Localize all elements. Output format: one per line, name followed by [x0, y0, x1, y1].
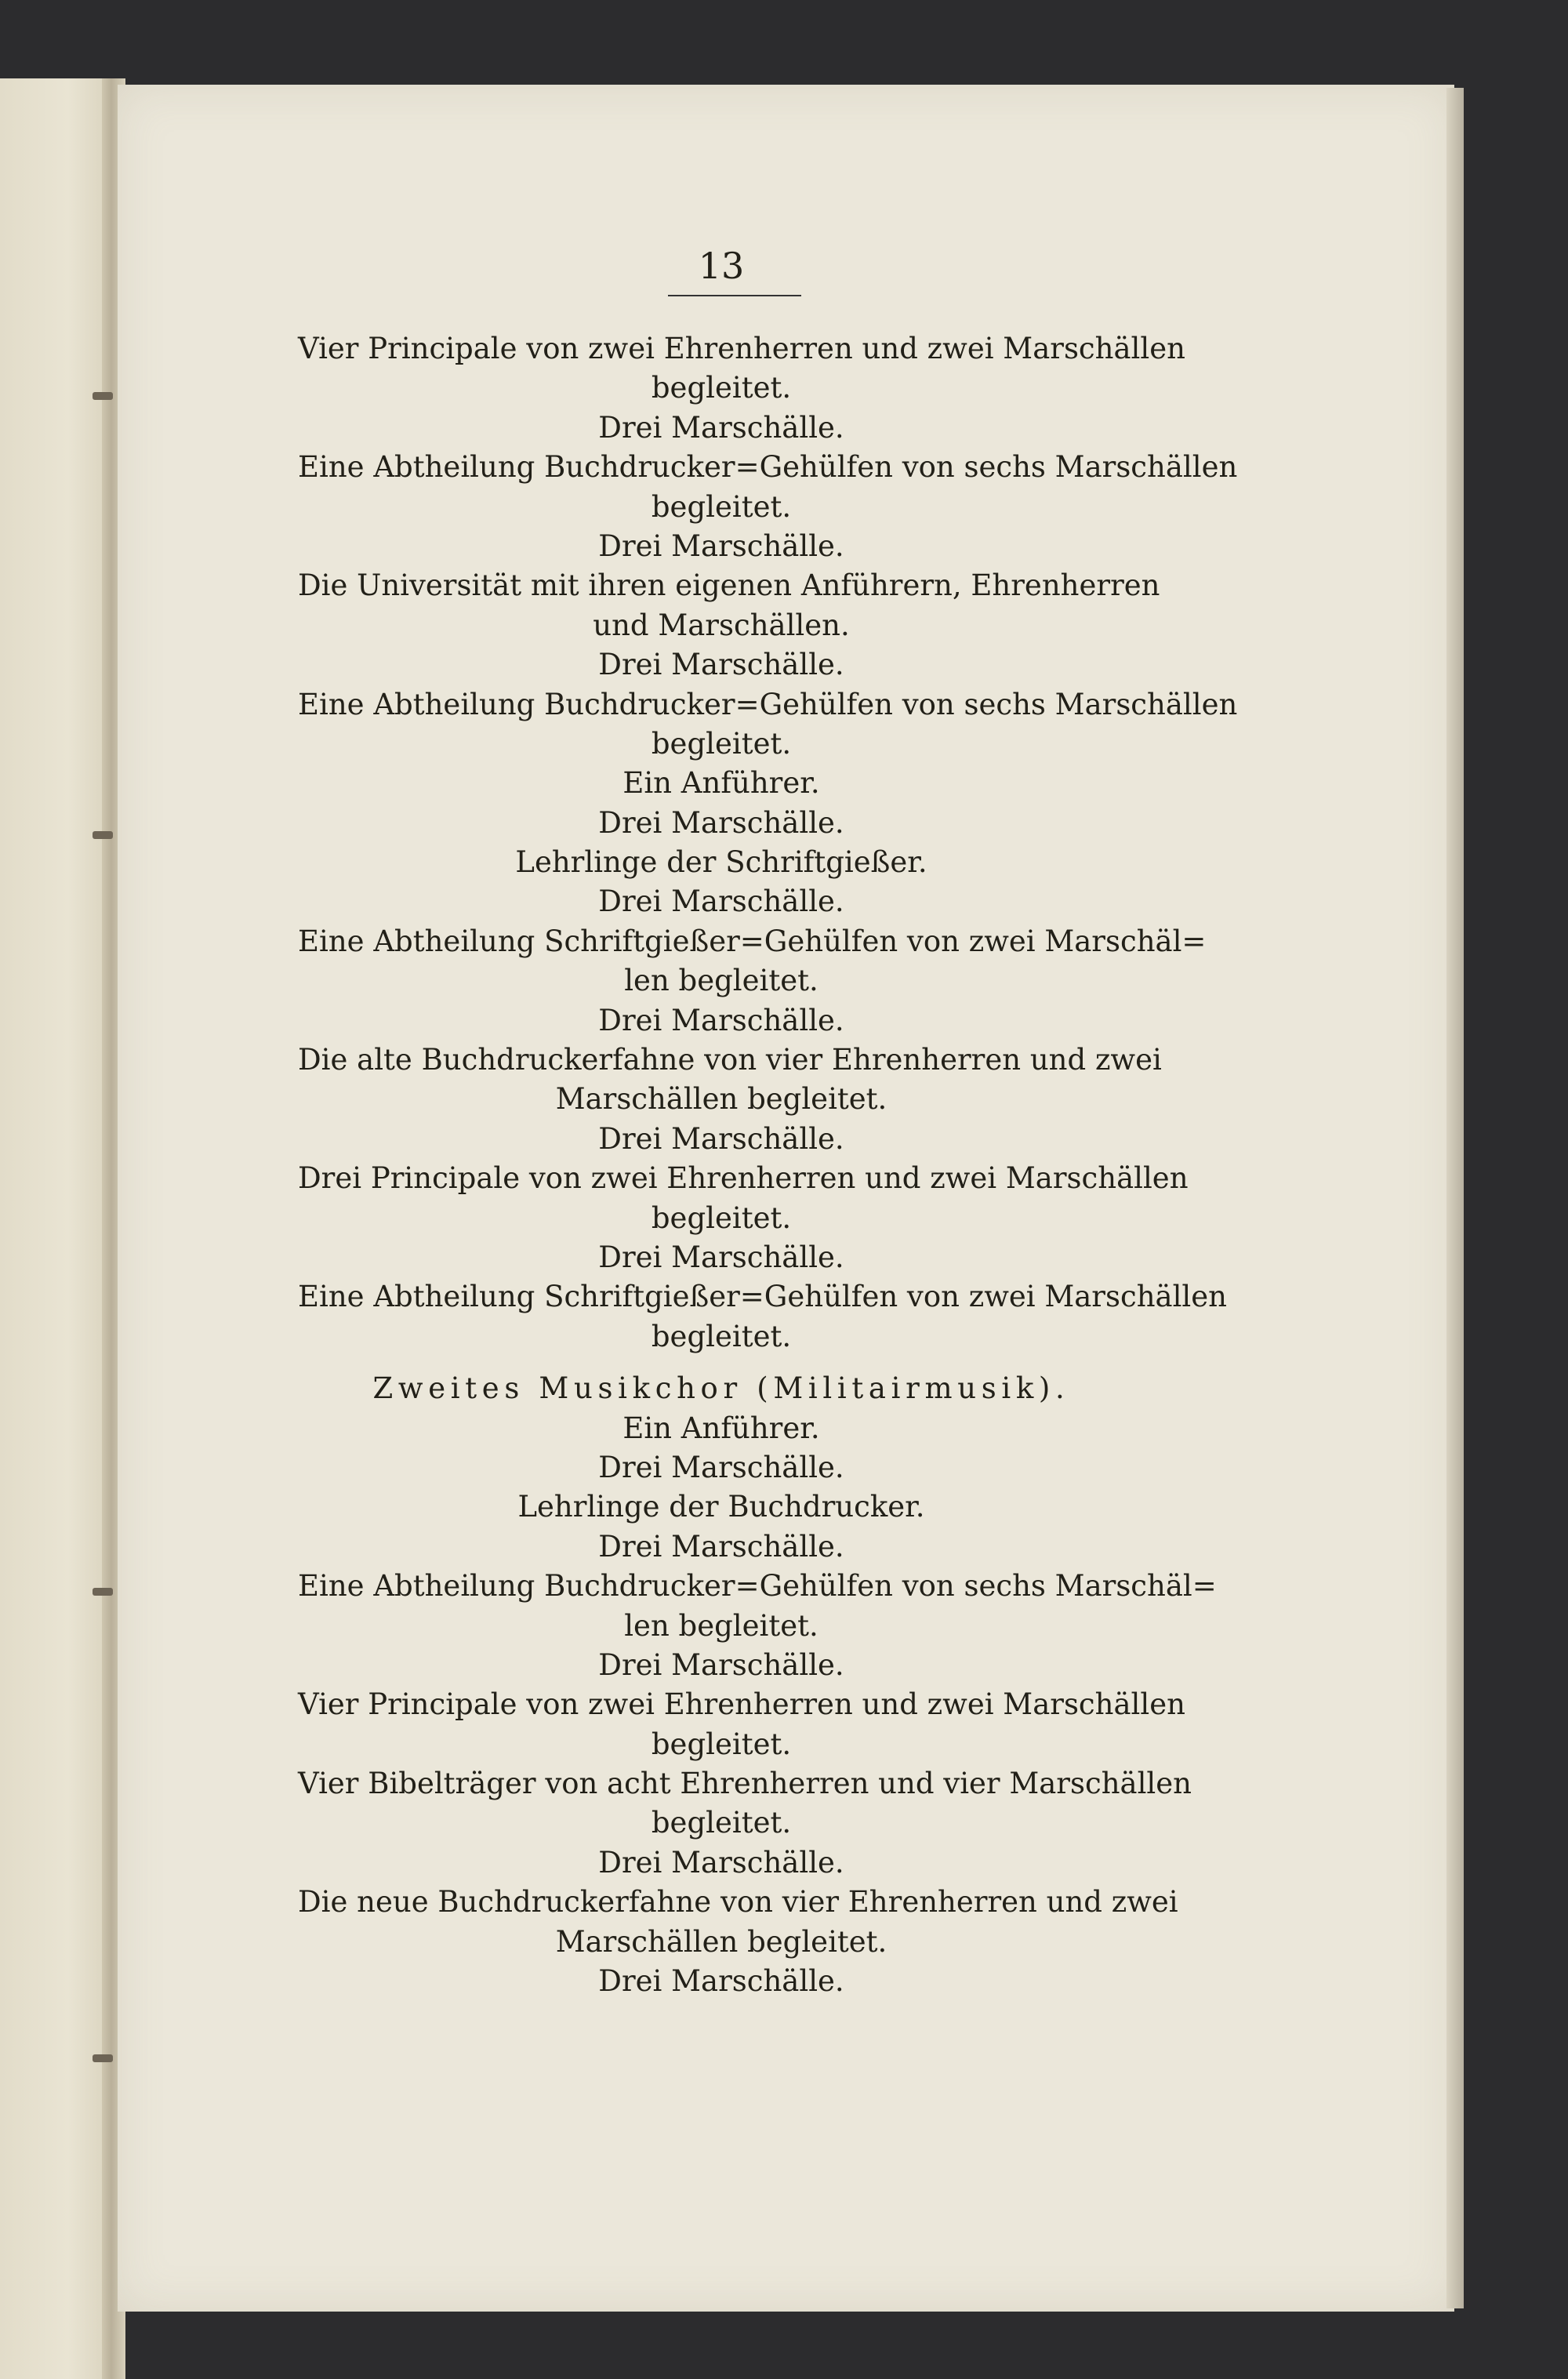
- text-line: Vier Principale von zwei Ehrenherren und zwei Marschällen: [298, 332, 1185, 365]
- text-line: Eine Abtheilung Buchdrucker=Gehülfen von sechs Marschällen: [298, 450, 1238, 485]
- text-line: begleitet.: [651, 371, 792, 405]
- text-line: Drei Marschälle.: [598, 805, 844, 840]
- text-line: Drei Principale von zwei Ehrenherren und zwei Marschällen: [298, 1161, 1189, 1196]
- text-line: Drei Marschälle.: [598, 1529, 844, 1564]
- text-line: Eine Abtheilung Buchdrucker=Gehülfen von sechs Marschäl=: [298, 1569, 1217, 1604]
- text-line: Eine Abtheilung Buchdrucker=Gehülfen von sechs Marschällen: [298, 687, 1238, 721]
- text-line: Drei Marschälle.: [598, 1450, 844, 1484]
- text-line: Drei Marschälle.: [598, 1964, 844, 1999]
- text-line: Drei Marschälle.: [598, 1003, 844, 1037]
- text-line: Drei Marschälle.: [598, 1845, 844, 1880]
- text-line: Drei Marschälle.: [598, 1121, 844, 1156]
- text-line: begleitet.: [651, 489, 792, 524]
- text-line: Drei Marschälle.: [598, 884, 844, 919]
- text-line: len begleitet.: [624, 1608, 818, 1643]
- page-edge-shadow: [1446, 88, 1464, 2308]
- binding-stitch: [93, 1588, 113, 1596]
- text-line: Lehrlinge der Buchdrucker.: [517, 1490, 925, 1524]
- text-line: Lehrlinge der Schriftgießer.: [515, 845, 927, 880]
- left-page-edge: [0, 78, 114, 2379]
- text-line: begleitet.: [651, 1319, 792, 1353]
- text-line: Marschällen begleitet.: [555, 1924, 887, 1959]
- text-line: Die Universität mit ihren eigenen Anführern, Ehrenherren: [298, 568, 1160, 603]
- text-line: Eine Abtheilung Schriftgießer=Gehülfen von zwei Marschäl=: [298, 924, 1207, 958]
- text-line: Drei Marschälle.: [598, 648, 844, 682]
- text-line: Drei Marschälle.: [598, 1240, 844, 1274]
- text-line: len begleitet.: [624, 964, 818, 998]
- text-line: Vier Principale von zwei Ehrenherren und zwei Marschällen: [298, 1687, 1185, 1722]
- page-number-rule: [668, 295, 801, 296]
- section-heading: Zweites Musikchor (Militairmusik).: [372, 1371, 1070, 1406]
- text-line: Marschällen begleitet.: [555, 1082, 887, 1117]
- text-line: Ein Anführer.: [622, 1411, 820, 1445]
- text-line: und Marschällen.: [593, 608, 850, 642]
- text-line: Ein Anführer.: [622, 766, 820, 801]
- text-line: Drei Marschälle.: [598, 528, 844, 563]
- binding-stitch: [93, 2054, 113, 2062]
- text-line: begleitet.: [651, 726, 792, 761]
- text-line: begleitet.: [651, 1727, 792, 1761]
- text-line: begleitet.: [651, 1806, 792, 1840]
- text-line: Eine Abtheilung Schriftgießer=Gehülfen von zwei Marschällen: [298, 1280, 1227, 1314]
- text-line: begleitet.: [651, 1200, 792, 1235]
- text-line: Drei Marschälle.: [598, 410, 844, 445]
- section-gap: [298, 1357, 1145, 1369]
- text-line: Die neue Buchdruckerfahne von vier Ehrenherren und zwei: [298, 1885, 1178, 1920]
- text-line: Drei Marschälle.: [598, 1647, 844, 1682]
- text-line: Die alte Buchdruckerfahne von vier Ehrenherren und zwei: [298, 1043, 1162, 1077]
- procession-list: [298, 329, 1238, 2001]
- page-number: 13: [698, 245, 745, 287]
- text-line: Vier Bibelträger von acht Ehrenherren und vier Marschällen: [298, 1767, 1192, 1801]
- binding-stitch: [93, 831, 113, 839]
- binding-stitch: [93, 392, 113, 400]
